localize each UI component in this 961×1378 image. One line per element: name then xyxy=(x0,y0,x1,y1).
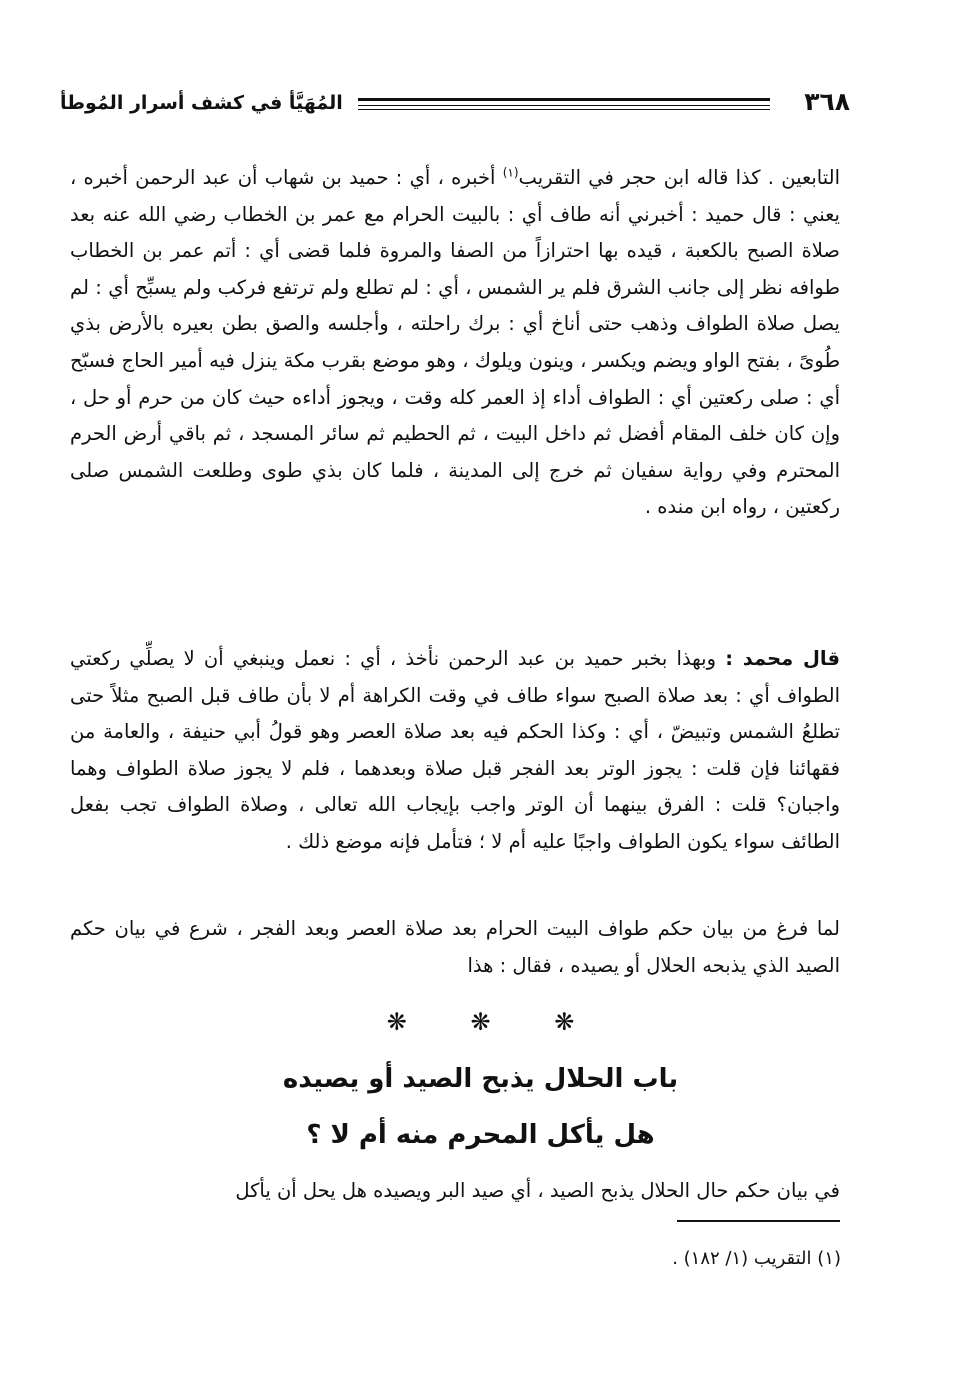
paragraph-2-lead: قال محمد : xyxy=(725,647,840,670)
paragraph-3-text: لما فرغ من بيان حكم طواف البيت الحرام بعد صلاة العصر وبعد الفجر ، شرع في بيان حكم الصيد الذي يذبحه الحلال أو يصيده ، فقال : هذا xyxy=(70,917,840,977)
chapter-title-line-1: باب الحلال يذبح الصيد أو يصيده xyxy=(282,1064,679,1094)
header-rule-thin-2 xyxy=(358,109,770,110)
paragraph-2-body: وبهذا بخبر حميد بن عبد الرحمن نأخذ ، أي : نعمل وينبغي أن لا يصلِّي ركعتي الطواف أي : بعد صلاة الصبح سواء طاف في وقت الكراهة أم لا بأن طاف قبل الصبح مثلاً حتى تطلعُ الشمس وتبيضّ ، أي : وكذا الحكم فيه بعد صلاة العصر وهو قولُ أبي حنيفة ، والعامة من فقهائنا فإن قلت : يجوز الوتر بعد الفجر قبل صلاة وبعدهما ، فلم لا يجوز صلاة الطواف وهما واجبان؟ قلت : الفرق بينهما أن الوتر واجب بإيجاب الله تعالى ، وصلاة الطواف تجب بفعل الطائف سواء يكون الطواف واجبًا عليه أم لا ؛ فتأمل فإنه موضع ذلك . xyxy=(70,647,840,853)
paragraph-4 xyxy=(70,1173,840,1210)
footnote: (١) التقريب (١/ ١٨٢) . xyxy=(672,1248,841,1269)
header-rule-thin xyxy=(358,105,770,106)
paragraph-2-text xyxy=(70,641,840,861)
page-header xyxy=(60,86,850,126)
ornament-star-icon: ❋ xyxy=(554,1008,575,1036)
ornament-star-icon: ❋ xyxy=(470,1008,491,1036)
footnote-reference[interactable]: (١) xyxy=(502,165,519,180)
chapter-title-line-2: هل يأكل المحرم منه أم لا ؟ xyxy=(306,1120,655,1150)
footnote-divider xyxy=(677,1220,840,1222)
paragraph-1-text xyxy=(70,160,840,526)
paragraph-1 xyxy=(70,160,840,526)
page-number: ٣٦٨ xyxy=(804,87,850,116)
paragraph-4-text: في بيان حكم حال الحلال يذبح الصيد ، أي صيد البر ويصيده هل يحل أن يأكل xyxy=(235,1179,840,1202)
paragraph-2 xyxy=(70,641,840,861)
paragraph-3 xyxy=(70,911,840,984)
ornament-star-icon: ❋ xyxy=(386,1008,407,1036)
book-title: المُهَيَّأ في كشف أسرار المُوطأ xyxy=(60,92,343,114)
header-rule-thick xyxy=(358,98,770,101)
paragraph-1-rest: أخبره ، أي : حميد بن شهاب أن عبد الرحمن أخبره ، يعني : قال حميد : أخبرني أنه طاف أي : بالبيت الحرام مع عمر بن الخطاب رضي الله عنه بعد صلاة الصبح بالكعبة ، قيده بها احترازاً من الصفا والمروة فلما قضى أي : أتم عمر بن الخطاب طوافه نظر إلى جانب الشرق فلم ير الشمس ، أي : لم تطلع ولم ترتفع فركب ولم يسبِّح أي : لم يصل صلاة الطواف وذهب حتى أناخ أي : برك راحلته ، وأجلسه والصق بطن بعيره بالأرض بذي طُوىً ، بفتح الواو ويضم ويكسر ، وينون ويلوك ، وهو موضع بقرب مكة ينزل فيه أمير الحاج فسبّح أي : صلى ركعتين أي : الطواف أداء إذ العمر كله وقت ، ويجوز أداءه حيث كان من حرم أو حل ، وإن كان خلف المقام أفضل ثم داخل البيت ، ثم الحطيم ثم سائر المسجد ، ثم باقي أرض الحرم المحترم وفي رواية سفيان ثم خرج إلى المدينة ، فلما كان بذي طوى وطلعت الشمس صلى ركعتين ، رواه ابن منده . xyxy=(70,166,840,519)
paragraph-1-start: التابعين . كذا قاله ابن حجر في التقريب xyxy=(518,166,840,189)
section-ornaments xyxy=(0,1008,961,1036)
